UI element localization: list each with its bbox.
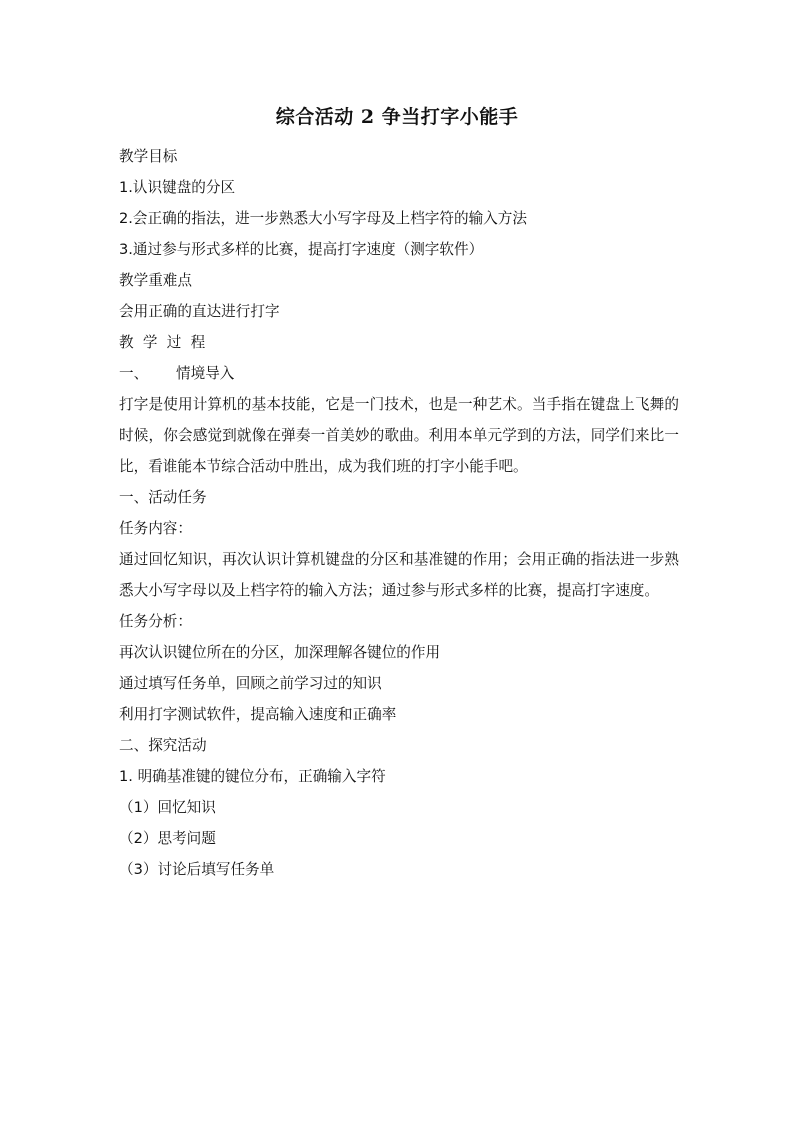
- task-content-label: 任务内容：: [119, 520, 192, 537]
- heading-key-difficulties: 教学重难点: [119, 272, 192, 289]
- explore-subitem: （3）讨论后填写任务单: [119, 861, 275, 878]
- task-content-paragraph: 通过回忆知识，再次认识计算机键盘的分区和基准键的作用；会用正确的指法进一步熟悉大小写字母以及上档字符的输入方法；通过参与形式多样的比赛，提高打字速度。: [119, 551, 679, 599]
- task-analysis-item: 利用打字测试软件，提高输入速度和正确率: [119, 706, 397, 723]
- heading-scenario-intro: 一、 情境导入: [119, 365, 235, 382]
- task-analysis-label: 任务分析：: [119, 613, 192, 630]
- explore-subitem: （2）思考问题: [119, 830, 216, 847]
- goal-item-1: 1.认识键盘的分区: [119, 179, 236, 196]
- document-title: 综合活动 2 争当打字小能手: [275, 106, 519, 128]
- heading-activity-tasks: 一、活动任务: [119, 489, 207, 506]
- goal-item-2: 2.会正确的指法，进一步熟悉大小写字母及上档字符的输入方法: [119, 210, 527, 227]
- heading-explore-activity: 二、探究活动: [119, 737, 207, 754]
- heading-teaching-goals: 教学目标: [119, 148, 178, 165]
- intro-paragraph: 打字是使用计算机的基本技能，它是一门技术，也是一种艺术。当手指在键盘上飞舞的时候，你会感觉到就像在弹奏一首美妙的歌曲。利用本单元学到的方法，同学们来比一比，看谁能本节综合活动中胜出，成为我们班的打字小能手吧。: [119, 396, 679, 475]
- explore-subitem: （1）回忆知识: [119, 799, 216, 816]
- heading-teaching-process: 教 学 过 程: [119, 334, 206, 351]
- key-difficulty-text: 会用正确的直达进行打字: [119, 303, 280, 320]
- task-analysis-item: 再次认识键位所在的分区，加深理解各键位的作用: [119, 644, 441, 661]
- task-analysis-item: 通过填写任务单，回顾之前学习过的知识: [119, 675, 382, 692]
- goal-item-3: 3.通过参与形式多样的比赛，提高打字速度（测字软件）: [119, 241, 484, 258]
- explore-item-1: 1. 明确基准键的键位分布，正确输入字符: [119, 768, 386, 785]
- document-body: [119, 141, 679, 885]
